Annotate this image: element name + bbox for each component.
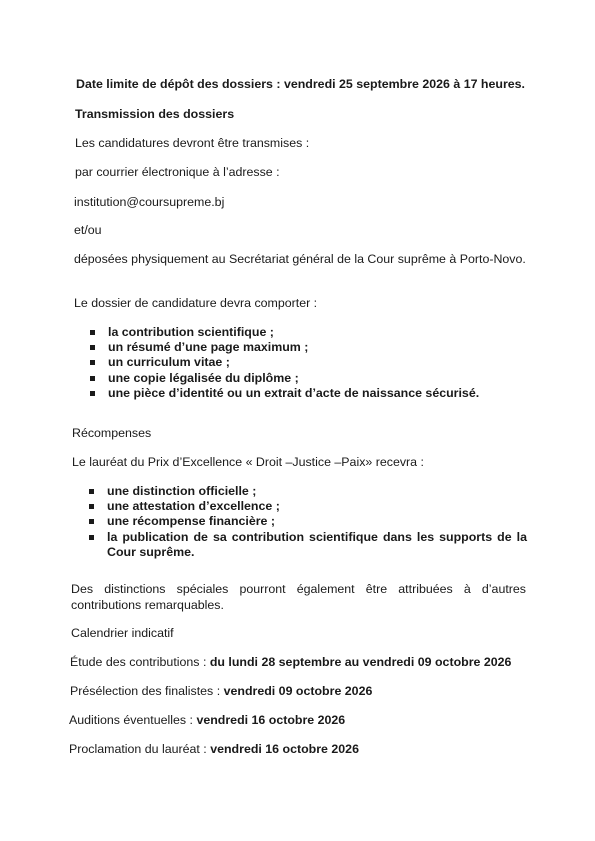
calendar-row [69, 713, 345, 728]
calendar-row [70, 655, 511, 670]
physical-deposit-text: déposées physiquement au Secrétariat général de la Cour suprême à Porto-Novo. [74, 252, 526, 266]
and-or-text: et/ou [74, 223, 102, 237]
rewards-list [89, 484, 527, 560]
list-item: un curriculum vitae ; [90, 355, 520, 370]
list-item: une pièce d’identité ou un extrait d’acte de naissance sécurisé. [90, 386, 520, 401]
list-item: une attestation d’excellence ; [89, 499, 527, 514]
dossier-intro: Le dossier de candidature devra comporter : [74, 296, 318, 310]
bullet-square-icon [89, 489, 94, 494]
dossier-list [90, 325, 520, 401]
list-item: une distinction officielle ; [89, 484, 527, 499]
list-item: la publication de sa contribution scientifique dans les supports de la Cour suprême. [89, 530, 527, 560]
bullet-square-icon [90, 376, 95, 381]
bullet-square-icon [89, 504, 94, 509]
rewards-heading: Récompenses [72, 426, 152, 440]
bullet-square-icon [90, 391, 95, 396]
bullet-square-icon [89, 535, 94, 540]
transmission-intro: Les candidatures devront être transmises : [75, 136, 310, 150]
calendar-row-label: Étude des contributions : [70, 655, 210, 669]
calendar-row-value: vendredi 09 octobre 2026 [223, 684, 373, 698]
calendar-row-label: Proclamation du lauréat : [69, 742, 211, 756]
calendar-row [70, 684, 372, 699]
calendar-row-value: du lundi 28 septembre au vendredi 09 octobre 2026 [209, 655, 512, 669]
list-item: la contribution scientifique ; [90, 325, 520, 340]
list-item: un résumé d’une page maximum ; [90, 340, 520, 355]
special-distinctions-text: Des distinctions spéciales pourront également être attribuées à d’autres contributions remarquables. [71, 582, 526, 612]
list-item: une copie légalisée du diplôme ; [90, 371, 520, 386]
calendar-row-label: Auditions éventuelles : [69, 713, 197, 727]
bullet-square-icon [90, 330, 95, 335]
list-item: une récompense financière ; [89, 514, 527, 529]
bullet-square-icon [89, 519, 94, 524]
calendar-row-value: vendredi 16 octobre 2026 [196, 713, 346, 727]
email-address: institution@coursupreme.bj [74, 195, 225, 209]
bullet-square-icon [90, 345, 95, 350]
transmission-heading: Transmission des dossiers [75, 107, 235, 121]
rewards-intro: Le lauréat du Prix d’Excellence « Droit –Justice –Paix» recevra : [72, 455, 424, 469]
email-intro: par courrier électronique à l’adresse : [75, 165, 280, 179]
bullet-square-icon [90, 360, 95, 365]
calendar-row-label: Présélection des finalistes : [70, 684, 224, 698]
deadline-line: Date limite de dépôt des dossiers : vendredi 25 septembre 2026 à 17 heures. [76, 77, 526, 91]
calendar-row [69, 742, 359, 757]
calendar-heading: Calendrier indicatif [71, 626, 174, 640]
calendar-row-value: vendredi 16 octobre 2026 [210, 742, 359, 756]
